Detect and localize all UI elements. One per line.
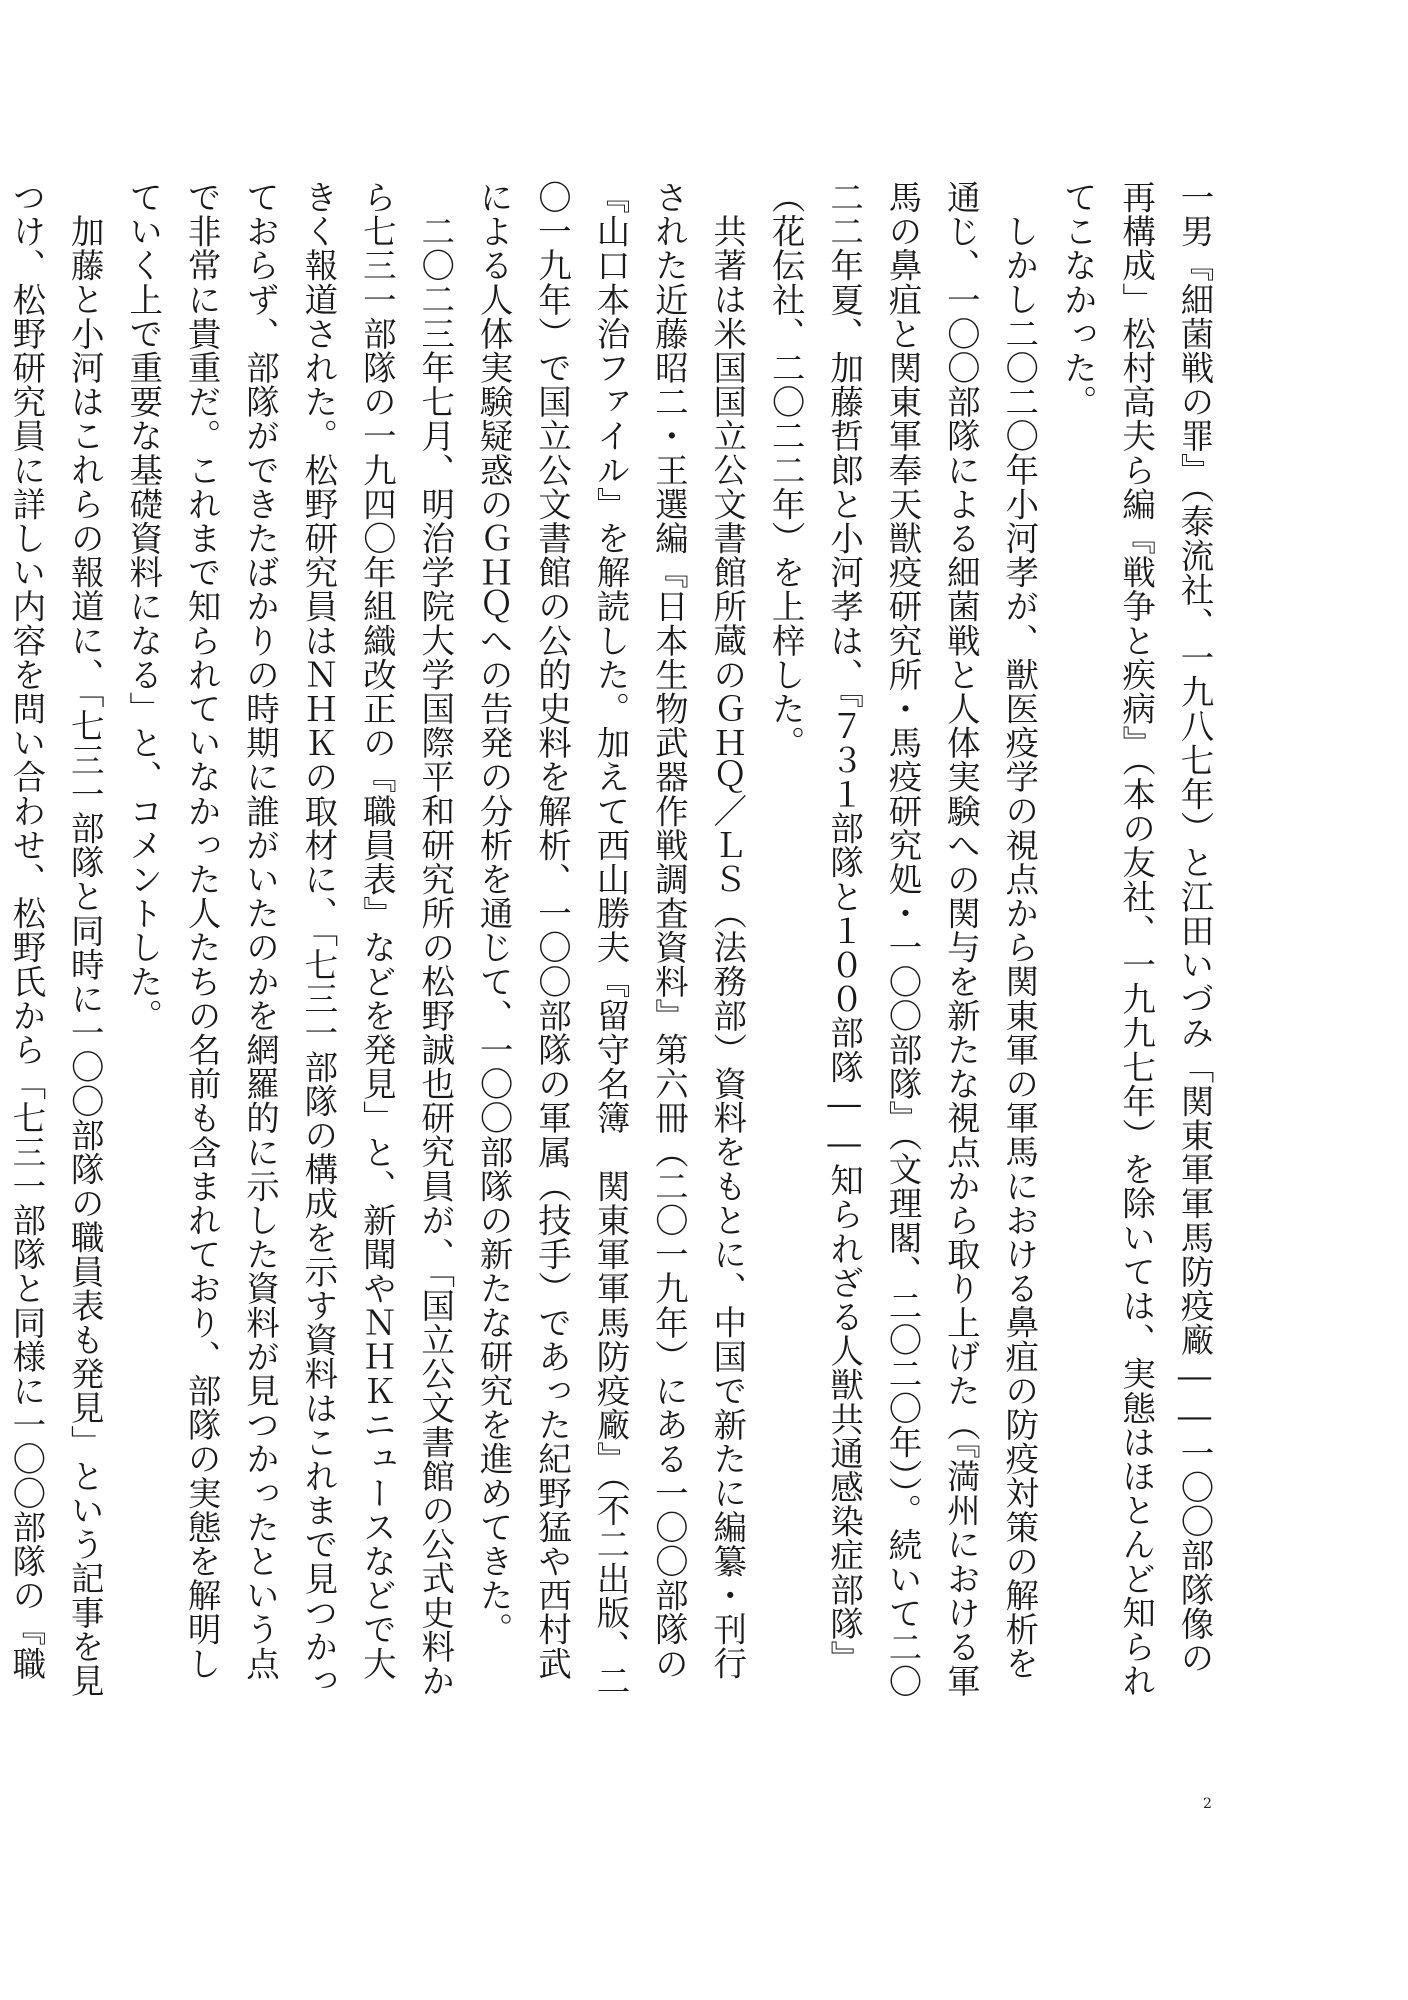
body-text — [6, 180, 1223, 1700]
paragraph-4: 二〇二三年七月、明治学院大学国際平和研究所の松野誠也研究員が、「国立公文書館の公式史料から七三一部隊の一九四〇年組織改正の『職員表』などを発見」と、新聞やＮＨＫニュースなどで大きく報道された。松野研究員はＮＨＫの取材に、「七三一部隊の構成を示す資料はこれまで見つかっておらず、部隊ができたばかりの時期に誰がいたのかを網羅的に示した資料が見つかったという点で非常に貴重だ。これまで知られていなかった人たちの名前も含まれており、部隊の実態を解明していく上で重要な基礎資料になる」と、コメントした。 — [123, 180, 455, 1698]
page-number: 2 — [1203, 1796, 1212, 1812]
paragraph-3: 共著は米国国立公文書館所蔵のＧＨＱ／ＬＳ（法務部）資料をもとに、中国で新たに編纂・刊行された近藤昭二・王選編『日本生物武器作戦調査資料』第六冊（二〇一九年）にある一〇〇部隊の『山口本治ファイル』を解読した。加えて西山勝夫『留守名簿 関東軍軍馬防疫廠』（不二出版、二〇一九年）で国立公文書館の公的史料を解析、一〇〇部隊の軍属（技手）であった紀野猛や西村武による人体実験疑惑のＧＨＱへの告発の分析を通じて、一〇〇部隊の新たな研究を進めてきた。 — [474, 180, 747, 1698]
paragraph-2: しかし二〇二〇年小河孝が、獣医疫学の視点から関東軍の軍馬における鼻疽の防疫対策の解析を通じ、一〇〇部隊による細菌戦と人体実験への関与を新たな視点から取り上げた（『満州における軍馬の鼻疽と関東軍奉天獣疫研究所・馬疫研究処・一〇〇部隊』（文理閣、二〇二〇年））。続いて二〇二二年夏、加藤哲郎と小河孝は、『７３１部隊と１００部隊――知られざる人獣共通感染症部隊』（花伝社、二〇二二年）を上梓した。 — [766, 180, 1039, 1699]
paragraph-5: 加藤と小河はこれらの報道に、「七三一部隊と同時に一〇〇部隊の職員表も発見」という記事を見つけ、松野研究員に詳しい内容を問い合わせ、松野氏から「七三一部隊と同様に一〇〇部隊の『職 — [6, 180, 105, 1698]
paragraph-1: 一男『細菌戦の罪』（泰流社、一九八七年）と江田いづみ「関東軍軍馬防疫廠――一〇〇部隊像の再構成」松村高夫ら編『戦争と疾病』（本の友社、一九九七年）を除いては、実態はほとんど知られてこなかった。 — [1058, 180, 1214, 1698]
